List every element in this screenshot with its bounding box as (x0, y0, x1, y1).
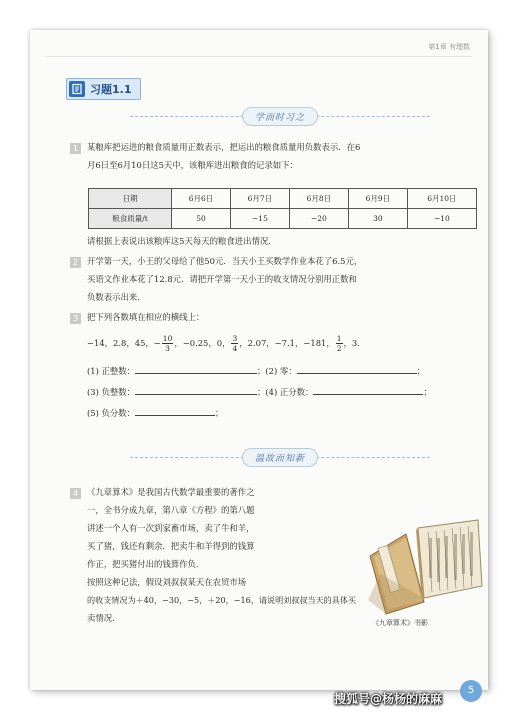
q2-line-3: 负数表示出来． (87, 292, 146, 302)
fraction: $\frac{10}{3}$ (162, 333, 173, 353)
exercise-title (66, 78, 141, 100)
section-banner-new (130, 447, 430, 467)
book-illustration (366, 516, 484, 616)
table-cell: 50 (172, 209, 231, 229)
table-header-cell: 粮食质量/t (89, 209, 172, 229)
q4-line: 按照这种记法，假设刘叔叔某天在农贸市场 (87, 577, 247, 587)
answer-blank[interactable] (135, 405, 215, 416)
q4-line: 作正，把买猪付出的钱算作负． (87, 559, 205, 569)
q3-blank-row-3: (5) 负分数： ； (87, 405, 223, 420)
page-number: 5 (460, 680, 482, 702)
question-number: 3 (70, 313, 81, 324)
q3-intro: 把下列各数填在相应的横线上： (87, 312, 205, 322)
q4-line: 的收支情况为＋40，−30，−5，＋20，−16，请说明刘叔叔当天的具体买 (87, 595, 357, 605)
table-cell: −10 (407, 209, 476, 229)
q4-line: 《九章算术》是我国古代数学最重要的著作之 (87, 487, 255, 497)
table-cell: 30 (348, 209, 407, 229)
running-header: 第1章 有理数 (428, 43, 470, 51)
table-row (89, 189, 477, 209)
grain-record-table (88, 188, 477, 229)
q4-line: 讲述一个人有一次到家畜市场，卖了牛和羊， (87, 523, 255, 533)
header-rule (46, 56, 472, 57)
table-cell: 6月6日 (172, 189, 231, 209)
q2-line-1: 开学第一天，小王的父母给了他50元．当天小王买数学作业本花了6.5元， (87, 256, 363, 266)
q3-blank-row-1: (1) 正整数： ；(2) 零： ； (87, 363, 425, 378)
book-caption: 《九章算术》书影 (372, 619, 428, 627)
watermark: 搜狐号@杨杨的麻麻 (334, 692, 443, 706)
table-cell: −15 (230, 209, 289, 229)
fraction: $\frac{1}{2}$ (336, 333, 342, 353)
table-cell: 6月8日 (289, 189, 348, 209)
table-cell: 6月7日 (230, 189, 289, 209)
question-number: 4 (70, 488, 81, 499)
q1-line-2: 月6日至6月10日这5天中，该粮库进出粮食的记录如下： (87, 160, 298, 170)
section-banner-new-label: 温故而知新 (242, 448, 318, 467)
question-number: 1 (70, 143, 81, 154)
section-banner-review-label: 学而时习之 (242, 107, 318, 126)
exercise-title-text: 习题1.1 (90, 83, 132, 96)
answer-blank[interactable] (313, 384, 423, 395)
q4-line: 买了猪，钱还有剩余．把卖牛和羊得到的钱算 (87, 541, 255, 551)
table-header-cell: 日期 (89, 189, 172, 209)
table-row (89, 209, 477, 229)
question-number: 2 (70, 257, 81, 268)
table-cell: −20 (289, 209, 348, 229)
answer-blank[interactable] (135, 363, 257, 374)
q3-number-list: −14，2.8，45，− $\frac{10}{3}$ ，−0.25，0， $\frac{3}{4}$ ，2.07，−7.1，−181， $\frac{1}{2}$ ，3． (87, 333, 366, 353)
q4-line: 一，全书分成九章，第八章《方程》的第八题 (87, 505, 255, 515)
fraction: $\frac{3}{4}$ (232, 333, 238, 353)
section-banner-review (130, 106, 430, 126)
pencil-note-icon (69, 81, 85, 97)
textbook-page (30, 30, 488, 696)
q3-blank-row-2: (3) 负整数： ；(4) 正分数： ； (87, 384, 432, 399)
answer-blank[interactable] (135, 384, 257, 395)
table-cell: 6月9日 (348, 189, 407, 209)
q1-after-text: 请根据上表说出该粮库这5天每天的粮食进出情况． (87, 236, 277, 246)
q1-line-1: 某粮库把运进的粮食质量用正数表示，把运出的粮食质量用负数表示．在6 (87, 142, 361, 152)
table-cell: 6月10日 (407, 189, 476, 209)
answer-blank[interactable] (297, 363, 417, 374)
q2-line-2: 买语文作业本花了12.8元．请把开学第一天小王的收支情况分别用正数和 (87, 274, 357, 284)
q4-line: 卖情况． (87, 613, 121, 623)
